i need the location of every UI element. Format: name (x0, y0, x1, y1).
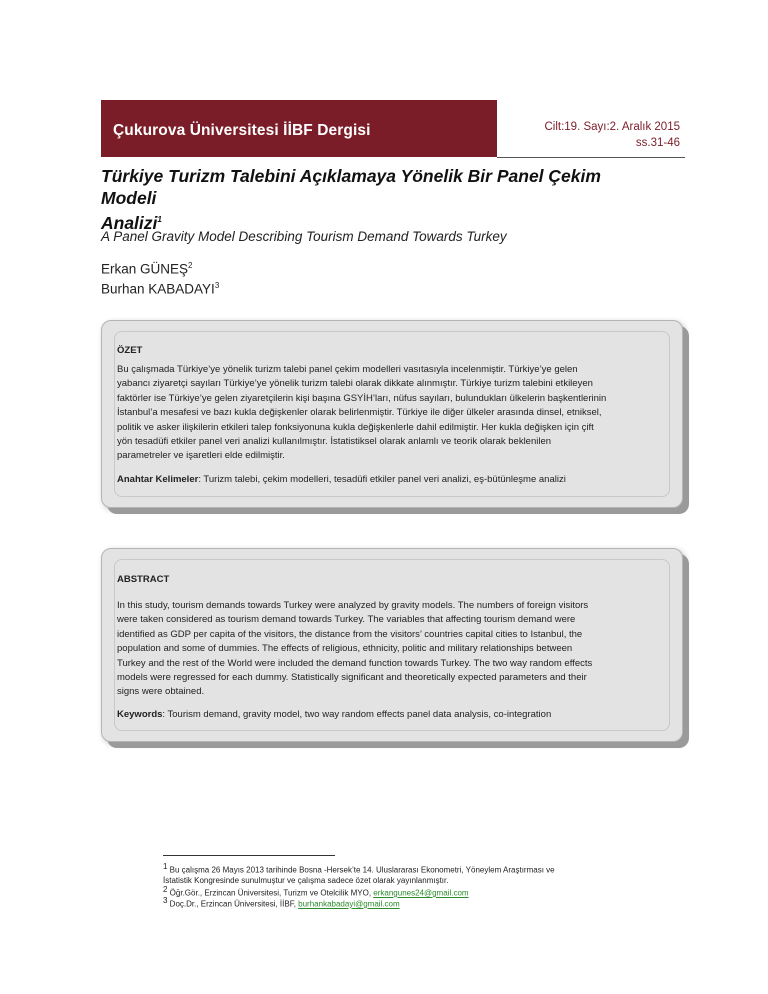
email-link[interactable]: erkangunes24@gmail.com (373, 888, 469, 898)
footnote-text: Doç.Dr., Erzincan Üniversitesi, İİBF, (167, 899, 299, 909)
ozet-keywords (117, 474, 566, 485)
abstract-keywords (117, 709, 551, 720)
keywords-label: Keywords (117, 709, 163, 720)
paper-title-en: A Panel Gravity Model Describing Tourism Demand Towards Turkey (101, 229, 507, 244)
footnote-number: 1 (163, 862, 168, 871)
ozet-line: yabancı ziyaretçi sayıları Türkiye’ye yönelik turizm talebi olarak dikkate alınmıştır. Türkiye turizm talebini etkileyen (117, 378, 593, 390)
author-2 (101, 281, 219, 297)
footnote-text: Öğr.Gör., Erzincan Üniversitesi, Turizm ve Otelcilik MYO, (167, 888, 374, 898)
ozet-line: faktörler ise Türkiye’ye gelen ziyaretçilerin kişi başına GSYİH’ları, nüfus sayıları, bulundukları ülkelerin başkentlerinin (117, 392, 607, 404)
footnote-1 (163, 862, 683, 887)
page-range: ss.31-46 (635, 137, 680, 149)
title-footnote-marker: 1 (157, 215, 162, 224)
keywords-text: : Tourism demand, gravity model, two way random effects panel data analysis, co-integration (162, 709, 552, 720)
title-line-2: Analizi (101, 212, 158, 233)
journal-title: Çukurova Üniversitesi İİBF Dergisi (113, 122, 371, 139)
ozet-line: Bu çalışmada Türkiye’ye yönelik turizm talebi panel çekim modelleri vasıtasıyla incelenmiştir. Türkiye’ye gelen (117, 364, 578, 375)
ozet-line: İstanbul’a mesafesi ve bazı kukla değişkenler olarak belirlenmiştir. Türkiye ile diğer ülkeler arasında dinsel, etniksel, (117, 407, 602, 419)
abstract-line: Turkey and the rest of the World were included the demand function towards Turkey. The two way random effects (117, 657, 593, 669)
author-name: Erkan GÜNEŞ (101, 261, 189, 277)
author-footnote-marker: 3 (214, 281, 220, 290)
abstract-line: In this study, tourism demands towards Turkey were analyzed by gravity models. The numbers of foreign visitors (117, 600, 589, 611)
abstract-line: identified as GDP per capita of the visitors, the distance from the visitors’ countries capital cities to Istanbul, the (117, 628, 583, 640)
abstract-text (117, 599, 667, 700)
footnote-number: 3 (163, 896, 168, 905)
abstract-line: population and some of dummies. The effects of religious, ethnicity, politic and military relationships between (117, 643, 573, 655)
abstract-line: were taken considered as tourism demand towards Turkey. The variables that affecting tourism demand were (117, 614, 576, 626)
abstract-heading: ABSTRACT (117, 574, 170, 585)
footnote-number: 2 (163, 885, 168, 894)
ozet-heading: ÖZET (117, 345, 143, 356)
footnote-text: İstatistik Kongresinde sunulmuştur ve çalışma sadece özet olarak yayınlanmıştır. (163, 876, 449, 886)
keywords-text: : Turizm talebi, çekim modelleri, tesadüfi etkiler panel veri analizi, eş-bütünleşme analizi (198, 474, 566, 485)
email-link[interactable]: burhankabadayi@gmail.com (298, 899, 400, 909)
author-footnote-marker: 2 (188, 261, 193, 270)
ozet-line: politik ve asker ilişkilerin etkileri talep fonksiyonuna kukla değişkenlerle dahil edilmiştir. Her kukla değişken için çift (117, 421, 594, 433)
paper-title-tr (101, 165, 661, 234)
ozet-text (117, 363, 667, 464)
ozet-line: parametreler ve işaretleri elde edilmiştir. (117, 450, 285, 462)
abstract-line: models were regressed for each dummy. Statistically significant and theoretically expected parameters and their (117, 672, 587, 684)
author-name: Burhan KABADAYI (101, 281, 215, 297)
abstract-line: signs were obtained. (117, 686, 205, 698)
ozet-line: yön tesadüfi etkiler panel veri analizi kullanılmıştır. İstatistiksel olarak anlamlı ve teorik olarak beklenilen (117, 436, 552, 448)
issue-info: Cilt:19. Sayı:2. Aralık 2015 (544, 121, 680, 133)
footnote-text: Bu çalışma 26 Mayıs 2013 tarihinde Bosna -Hersek’te 14. Uluslararası Ekonometri, Yöneylem Araştırması ve (167, 865, 555, 875)
title-line-1: Türkiye Turizm Talebini Açıklamaya Yönelik Bir Panel Çekim Modeli (101, 166, 601, 208)
footnote-3 (163, 896, 683, 910)
keywords-label: Anahtar Kelimeler (117, 474, 199, 485)
footnote-rule (163, 855, 335, 856)
author-1 (101, 261, 192, 277)
